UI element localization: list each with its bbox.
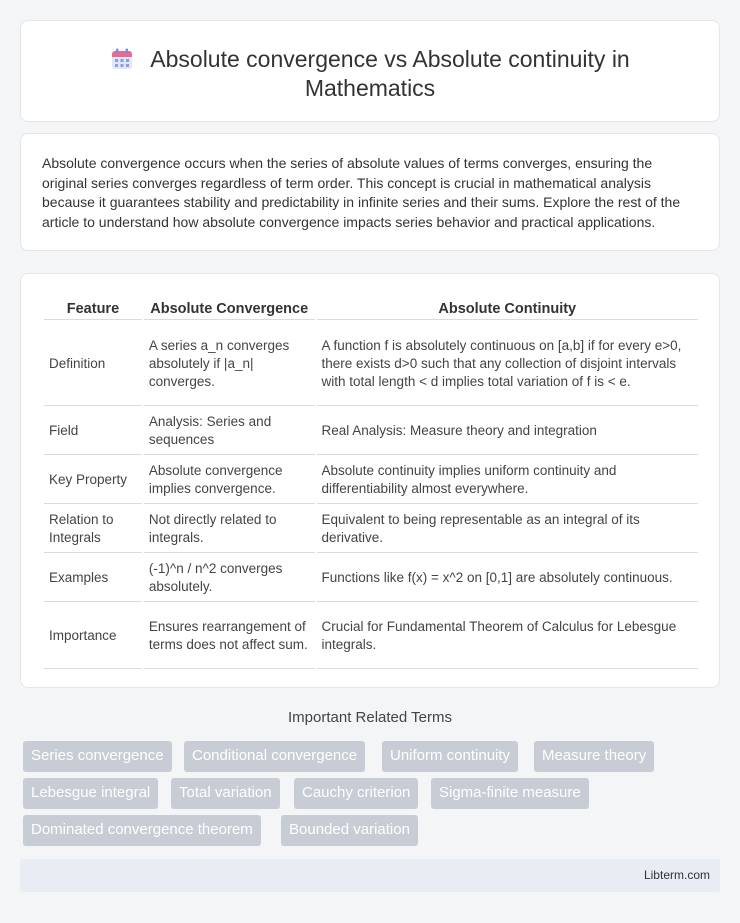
comparison-table <box>42 296 700 671</box>
row-label: Importance <box>44 604 142 669</box>
header-absolute-continuity: Absolute Continuity <box>317 298 698 320</box>
table-cell: Not directly related to integrals. <box>144 506 315 553</box>
table-cell: A series a_n converges absolutely if |a_n| converges. <box>144 322 315 406</box>
table-cell: Equivalent to being representable as an integral of its derivative. <box>317 506 698 553</box>
row-label: Field <box>44 408 142 455</box>
table-cell: (-1)^n / n^2 converges absolutely. <box>144 555 315 602</box>
table-cell: Crucial for Fundamental Theorem of Calculus for Lebesgue integrals. <box>317 604 698 669</box>
tag-bounded-variation[interactable]: Bounded variation <box>281 815 418 846</box>
page-title <box>21 45 719 103</box>
tag-sigma-finite-measure[interactable]: Sigma-finite measure <box>431 778 589 809</box>
table-row <box>44 604 698 669</box>
table-row <box>44 457 698 504</box>
tag-conditional-convergence[interactable]: Conditional convergence <box>184 741 365 772</box>
comparison-card <box>20 273 720 688</box>
table-cell: Functions like f(x) = x^2 on [0,1] are absolutely continuous. <box>317 555 698 602</box>
related-terms-heading: Important Related Terms <box>288 709 452 726</box>
tag-lebesgue-integral[interactable]: Lebesgue integral <box>23 778 158 809</box>
tag-series-convergence[interactable]: Series convergence <box>23 741 172 772</box>
calendar-icon <box>110 47 134 71</box>
table-cell: Absolute convergence implies convergence. <box>144 457 315 504</box>
table-row <box>44 506 698 553</box>
tag-cauchy-criterion[interactable]: Cauchy criterion <box>294 778 418 809</box>
title-line-2: Mathematics <box>304 75 436 101</box>
table-cell: Analysis: Series and sequences <box>144 408 315 455</box>
tag-dominated-convergence-theorem[interactable]: Dominated convergence theorem <box>23 815 261 846</box>
header-absolute-convergence: Absolute Convergence <box>144 298 315 320</box>
intro-card <box>20 133 720 251</box>
table-header-row <box>44 298 698 320</box>
footer <box>20 859 720 892</box>
row-label: Examples <box>44 555 142 602</box>
header-feature: Feature <box>44 298 142 320</box>
tag-measure-theory[interactable]: Measure theory <box>534 741 654 772</box>
table-cell: A function f is absolutely continuous on [a,b] if for every e>0, there exists d>0 such that any collection of disjoint intervals with total length < d implies total variation of f is < e. <box>317 322 698 406</box>
title-line-1: Absolute convergence vs Absolute continuity in <box>150 46 630 72</box>
table-cell: Ensures rearrangement of terms does not affect sum. <box>144 604 315 669</box>
title-card <box>20 20 720 122</box>
table-row <box>44 322 698 406</box>
tag-uniform-continuity[interactable]: Uniform continuity <box>382 741 518 772</box>
table-cell: Real Analysis: Measure theory and integration <box>317 408 698 455</box>
table-row <box>44 555 698 602</box>
row-label: Key Property <box>44 457 142 504</box>
footer-site-link[interactable]: Libterm.com <box>643 868 710 882</box>
row-label: Relation to Integrals <box>44 506 142 553</box>
tag-total-variation[interactable]: Total variation <box>171 778 280 809</box>
intro-paragraph: Absolute convergence occurs when the series of absolute values of terms converges, ensuring the original series converges regardless of term order. This concept is crucial in mathematical analysis because it guarantees stability and predictability in infinite series and their sums. Explore the rest of the article to understand how absolute convergence impacts series behavior and practical applications. <box>42 155 681 230</box>
table-cell: Absolute continuity implies uniform continuity and differentiability almost everywhere. <box>317 457 698 504</box>
table-row <box>44 408 698 455</box>
row-label: Definition <box>44 322 142 406</box>
